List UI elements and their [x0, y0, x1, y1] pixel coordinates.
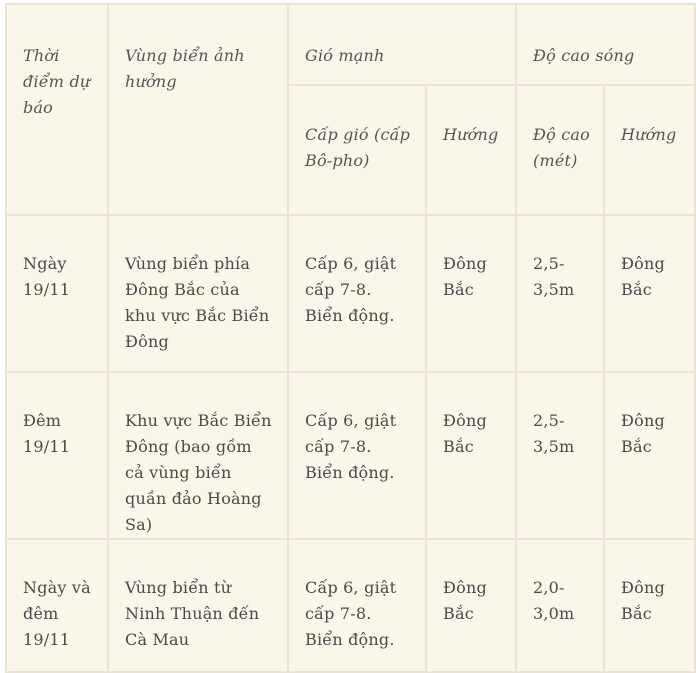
header-wind-level-label: Cấp gió (cấp Bô-pho) [305, 125, 411, 170]
cell-wave-direction-text: Đông Bắc [621, 578, 665, 623]
header-wind-group-label: Gió mạnh [305, 46, 385, 65]
header-wind-level [288, 85, 426, 215]
cell-wind-level [288, 372, 426, 539]
header-wave-direction-label: Hướng [621, 125, 677, 144]
cell-time-text: Ngày và đêm 19/11 [23, 578, 91, 649]
header-wave-height [516, 85, 604, 215]
header-wave-group [516, 4, 695, 85]
header-wave-height-label: Độ cao (mét) [533, 125, 590, 170]
cell-wind-direction [426, 372, 516, 539]
header-wind-group [288, 4, 516, 85]
header-area [108, 4, 288, 215]
cell-wind-direction-text: Đông Bắc [443, 411, 487, 456]
cell-wave-height [516, 215, 604, 372]
cell-wave-direction [604, 215, 695, 372]
cell-area [108, 372, 288, 539]
cell-wind-direction [426, 539, 516, 672]
cell-area-text: Vùng biển phía Đông Bắc của khu vực Bắc Biển Đông [125, 254, 270, 351]
cell-wave-direction-text: Đông Bắc [621, 254, 665, 299]
cell-wind-level [288, 539, 426, 672]
cell-area [108, 215, 288, 372]
header-time [6, 4, 108, 215]
table-header [6, 4, 695, 215]
cell-area-text: Khu vực Bắc Biển Đông (bao gồm cả vùng biển quần đảo Hoàng Sa) [125, 411, 272, 534]
header-wave-direction [604, 85, 695, 215]
cell-wind-direction [426, 215, 516, 372]
cell-wave-height [516, 539, 604, 672]
cell-wave-direction-text: Đông Bắc [621, 411, 665, 456]
cell-wind-direction-text: Đông Bắc [443, 578, 487, 623]
header-wind-direction-label: Hướng [443, 125, 499, 144]
cell-wave-height-text: 2,5-3,5m [533, 411, 575, 456]
cell-time-text: Đêm 19/11 [23, 411, 71, 456]
cell-wind-level-text: Cấp 6, giật cấp 7-8. Biển động. [305, 411, 397, 482]
sea-forecast-table [5, 3, 696, 673]
header-wave-group-label: Độ cao sóng [533, 46, 635, 65]
cell-area-text: Vùng biển từ Ninh Thuận đến Cà Mau [125, 578, 260, 649]
header-time-label: Thời điểm dự báo [23, 46, 91, 117]
cell-time [6, 539, 108, 672]
cell-wind-direction-text: Đông Bắc [443, 254, 487, 299]
header-wind-direction [426, 85, 516, 215]
table-row [6, 539, 695, 672]
cell-wave-height-text: 2,0-3,0m [533, 578, 575, 623]
header-area-label: Vùng biển ảnh hưởng [125, 46, 245, 91]
cell-time [6, 215, 108, 372]
header-row-top [6, 4, 695, 85]
cell-wave-direction [604, 539, 695, 672]
cell-area [108, 539, 288, 672]
cell-wind-level [288, 215, 426, 372]
table-body [6, 215, 695, 672]
cell-wind-level-text: Cấp 6, giật cấp 7-8. Biển động. [305, 578, 397, 649]
cell-wave-height-text: 2,5-3,5m [533, 254, 575, 299]
cell-wave-height [516, 372, 604, 539]
cell-wave-direction [604, 372, 695, 539]
cell-wind-level-text: Cấp 6, giật cấp 7-8. Biển động. [305, 254, 397, 325]
table-row [6, 372, 695, 539]
table-row [6, 215, 695, 372]
cell-time [6, 372, 108, 539]
cell-time-text: Ngày 19/11 [23, 254, 71, 299]
